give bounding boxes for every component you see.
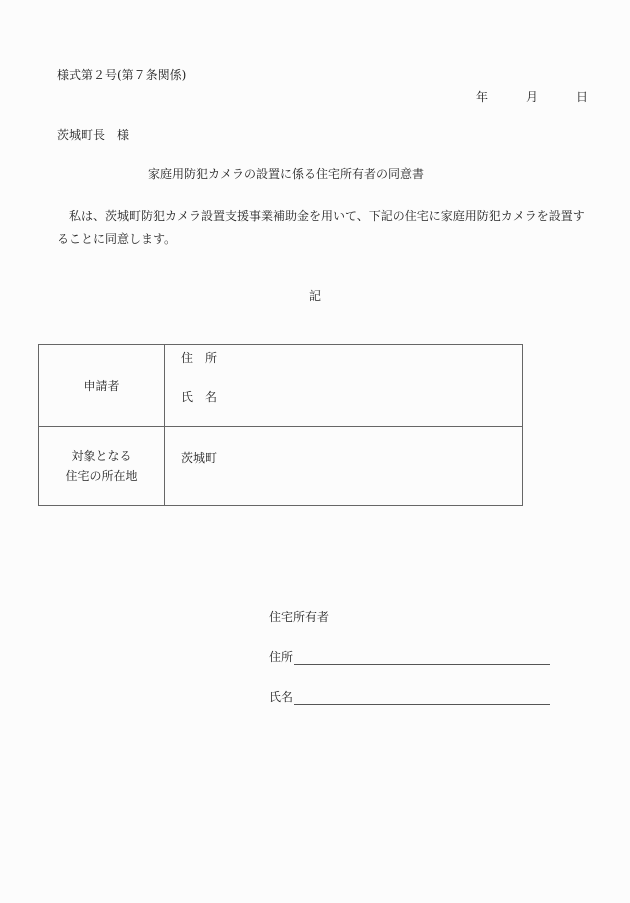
addressee: 茨城町長 様 [57, 128, 130, 142]
consent-statement: 私は、茨城町防犯カメラ設置支援事業補助金を用いて、下記の住宅に家庭用防犯カメラを設置することに同意します。 [57, 209, 585, 246]
owner-address-row [269, 648, 550, 665]
applicant-label-cell [39, 345, 165, 427]
applicant-address-label: 住 所 [181, 351, 218, 365]
owner-name-label: 氏名 [269, 690, 294, 704]
table-row-location [39, 427, 523, 506]
form-number: 様式第２号(第７条関係) [57, 68, 187, 82]
date-year-label: 年 [476, 90, 489, 104]
location-label-line-1: 対象となる [71, 449, 132, 463]
ki-heading: 記 [309, 289, 322, 303]
location-value-cell [165, 427, 523, 506]
applicant-table [38, 344, 523, 506]
location-label-cell [39, 427, 165, 506]
applicant-label: 申請者 [83, 379, 120, 393]
date-day-label: 日 [576, 90, 589, 104]
owner-name-line [294, 691, 550, 705]
table-row-applicant [39, 345, 523, 427]
date-month-label: 月 [526, 90, 539, 104]
owner-address-line [294, 651, 550, 665]
location-value: 茨城町 [181, 451, 218, 465]
owner-address-label: 住所 [269, 650, 294, 664]
owner-heading: 住宅所有者 [269, 610, 330, 624]
location-label-line-2: 住宅の所在地 [65, 469, 138, 483]
document-title: 家庭用防犯カメラの設置に係る住宅所有者の同意書 [148, 167, 425, 181]
owner-name-row [269, 688, 550, 705]
applicant-name-label: 氏 名 [181, 390, 218, 404]
applicant-value-cell [165, 345, 523, 427]
